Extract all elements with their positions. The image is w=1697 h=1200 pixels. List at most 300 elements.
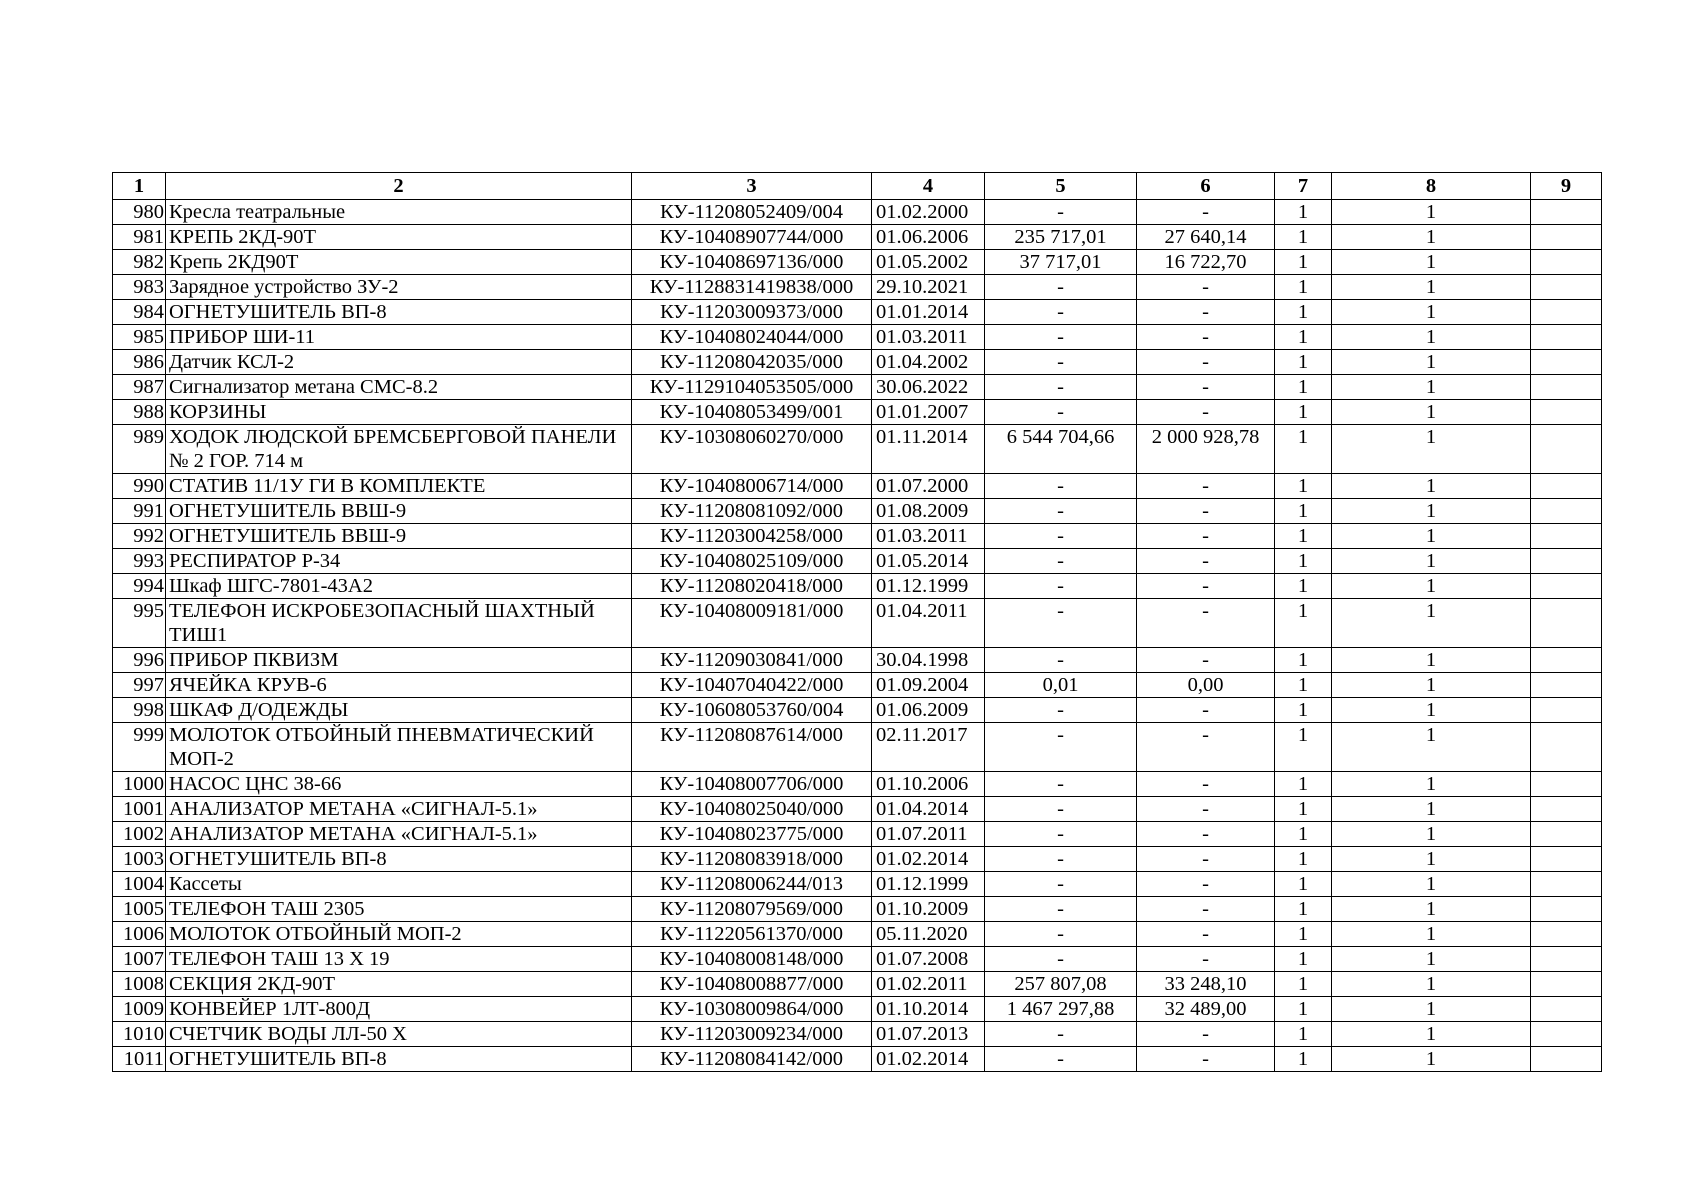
inventory-code: КУ-11208020418/000 — [632, 574, 872, 599]
quantity-col7: 1 — [1275, 673, 1332, 698]
quantity-col8: 1 — [1332, 524, 1531, 549]
value-col5: - — [985, 400, 1137, 425]
date: 01.07.2000 — [872, 474, 985, 499]
value-col5: - — [985, 698, 1137, 723]
note-col9 — [1531, 847, 1602, 872]
item-name: ПРИБОР ПКВИЗМ — [166, 648, 632, 673]
inventory-code: КУ-11208083918/000 — [632, 847, 872, 872]
quantity-col7: 1 — [1275, 723, 1332, 772]
row-number: 1003 — [113, 847, 166, 872]
row-number: 992 — [113, 524, 166, 549]
date: 01.04.2002 — [872, 350, 985, 375]
quantity-col8: 1 — [1332, 474, 1531, 499]
date: 01.10.2006 — [872, 772, 985, 797]
value-col6: - — [1137, 822, 1275, 847]
quantity-col8: 1 — [1332, 698, 1531, 723]
date: 01.02.2014 — [872, 847, 985, 872]
inventory-code: КУ-10408008148/000 — [632, 947, 872, 972]
note-col9 — [1531, 599, 1602, 648]
value-col6: 0,00 — [1137, 673, 1275, 698]
row-number: 1009 — [113, 997, 166, 1022]
note-col9 — [1531, 872, 1602, 897]
inventory-code: КУ-10408025040/000 — [632, 797, 872, 822]
quantity-col7: 1 — [1275, 797, 1332, 822]
inventory-code: КУ-11208084142/000 — [632, 1047, 872, 1072]
inventory-code: КУ-10308009864/000 — [632, 997, 872, 1022]
table-row — [113, 698, 1602, 723]
row-number: 1010 — [113, 1022, 166, 1047]
note-col9 — [1531, 698, 1602, 723]
quantity-col8: 1 — [1332, 325, 1531, 350]
inventory-code: КУ-10408053499/001 — [632, 400, 872, 425]
value-col6: - — [1137, 922, 1275, 947]
item-name: АНАЛИЗАТОР МЕТАНА «СИГНАЛ-5.1» — [166, 797, 632, 822]
inventory-code: КУ-10408007706/000 — [632, 772, 872, 797]
quantity-col7: 1 — [1275, 1047, 1332, 1072]
row-number: 981 — [113, 225, 166, 250]
header-row — [113, 173, 1602, 200]
item-name: Шкаф ШГС-7801-43А2 — [166, 574, 632, 599]
item-name: Кресла театральные — [166, 200, 632, 225]
date: 01.04.2011 — [872, 599, 985, 648]
value-col6: - — [1137, 400, 1275, 425]
item-name: ТЕЛЕФОН ТАШ 13 Х 19 — [166, 947, 632, 972]
value-col6: - — [1137, 797, 1275, 822]
quantity-col8: 1 — [1332, 648, 1531, 673]
inventory-code: КУ-11203009234/000 — [632, 1022, 872, 1047]
quantity-col7: 1 — [1275, 474, 1332, 499]
table-row — [113, 474, 1602, 499]
value-col5: - — [985, 499, 1137, 524]
inventory-code: КУ-11203004258/000 — [632, 524, 872, 549]
inventory-code: КУ-10408006714/000 — [632, 474, 872, 499]
note-col9 — [1531, 325, 1602, 350]
date: 01.07.2008 — [872, 947, 985, 972]
table-row — [113, 225, 1602, 250]
value-col5: - — [985, 872, 1137, 897]
date: 01.08.2009 — [872, 499, 985, 524]
col-header-2: 2 — [166, 173, 632, 200]
quantity-col7: 1 — [1275, 499, 1332, 524]
date: 02.11.2017 — [872, 723, 985, 772]
value-col6: - — [1137, 1047, 1275, 1072]
row-number: 1005 — [113, 897, 166, 922]
inventory-code: КУ-11209030841/000 — [632, 648, 872, 673]
quantity-col8: 1 — [1332, 997, 1531, 1022]
quantity-col7: 1 — [1275, 300, 1332, 325]
item-name: Сигнализатор метана СМС-8.2 — [166, 375, 632, 400]
row-number: 985 — [113, 325, 166, 350]
date: 01.03.2011 — [872, 524, 985, 549]
table-row — [113, 772, 1602, 797]
row-number: 980 — [113, 200, 166, 225]
note-col9 — [1531, 772, 1602, 797]
quantity-col8: 1 — [1332, 947, 1531, 972]
value-col6: - — [1137, 1022, 1275, 1047]
date: 01.02.2011 — [872, 972, 985, 997]
value-col5: - — [985, 549, 1137, 574]
value-col5: - — [985, 847, 1137, 872]
quantity-col7: 1 — [1275, 425, 1332, 474]
value-col5: - — [985, 599, 1137, 648]
table-row — [113, 325, 1602, 350]
table-row — [113, 524, 1602, 549]
quantity-col8: 1 — [1332, 847, 1531, 872]
quantity-col7: 1 — [1275, 822, 1332, 847]
note-col9 — [1531, 250, 1602, 275]
value-col5: 1 467 297,88 — [985, 997, 1137, 1022]
quantity-col7: 1 — [1275, 549, 1332, 574]
row-number: 1004 — [113, 872, 166, 897]
row-number: 989 — [113, 425, 166, 474]
value-col5: 235 717,01 — [985, 225, 1137, 250]
item-name: МОЛОТОК ОТБОЙНЫЙ ПНЕВМАТИЧЕСКИЙ МОП-2 — [166, 723, 632, 772]
note-col9 — [1531, 574, 1602, 599]
inventory-code: КУ-11208079569/000 — [632, 897, 872, 922]
item-name: ОГНЕТУШИТЕЛЬ ВВШ-9 — [166, 524, 632, 549]
value-col6: - — [1137, 723, 1275, 772]
note-col9 — [1531, 350, 1602, 375]
inventory-code: КУ-10408025109/000 — [632, 549, 872, 574]
quantity-col7: 1 — [1275, 200, 1332, 225]
note-col9 — [1531, 648, 1602, 673]
value-col6: 2 000 928,78 — [1137, 425, 1275, 474]
quantity-col8: 1 — [1332, 872, 1531, 897]
col-header-7: 7 — [1275, 173, 1332, 200]
date: 30.04.1998 — [872, 648, 985, 673]
quantity-col8: 1 — [1332, 972, 1531, 997]
quantity-col8: 1 — [1332, 250, 1531, 275]
value-col5: - — [985, 947, 1137, 972]
inventory-table — [112, 172, 1602, 1072]
table-row — [113, 797, 1602, 822]
quantity-col8: 1 — [1332, 549, 1531, 574]
quantity-col7: 1 — [1275, 872, 1332, 897]
quantity-col8: 1 — [1332, 400, 1531, 425]
item-name: КОРЗИНЫ — [166, 400, 632, 425]
value-col6: - — [1137, 325, 1275, 350]
table-row — [113, 350, 1602, 375]
item-name: ТЕЛЕФОН ИСКРОБЕЗОПАСНЫЙ ШАХТНЫЙ ТИШ1 — [166, 599, 632, 648]
value-col5: - — [985, 922, 1137, 947]
table-row — [113, 872, 1602, 897]
value-col6: - — [1137, 897, 1275, 922]
item-name: ШКАФ Д/ОДЕЖДЫ — [166, 698, 632, 723]
quantity-col8: 1 — [1332, 275, 1531, 300]
value-col6: - — [1137, 524, 1275, 549]
quantity-col7: 1 — [1275, 648, 1332, 673]
table-body — [113, 200, 1602, 1072]
value-col5: - — [985, 897, 1137, 922]
value-col5: - — [985, 822, 1137, 847]
date: 01.10.2014 — [872, 997, 985, 1022]
table-row — [113, 425, 1602, 474]
value-col6: - — [1137, 698, 1275, 723]
quantity-col7: 1 — [1275, 847, 1332, 872]
table-row — [113, 275, 1602, 300]
quantity-col8: 1 — [1332, 599, 1531, 648]
note-col9 — [1531, 225, 1602, 250]
value-col5: 0,01 — [985, 673, 1137, 698]
value-col6: - — [1137, 947, 1275, 972]
quantity-col7: 1 — [1275, 400, 1332, 425]
value-col6: - — [1137, 275, 1275, 300]
value-col5: - — [985, 574, 1137, 599]
table-row — [113, 897, 1602, 922]
quantity-col7: 1 — [1275, 599, 1332, 648]
row-number: 988 — [113, 400, 166, 425]
quantity-col8: 1 — [1332, 673, 1531, 698]
note-col9 — [1531, 947, 1602, 972]
table-row — [113, 648, 1602, 673]
item-name: СТАТИВ 11/1У ГИ В КОМПЛЕКТЕ — [166, 474, 632, 499]
row-number: 986 — [113, 350, 166, 375]
row-number: 993 — [113, 549, 166, 574]
item-name: АНАЛИЗАТОР МЕТАНА «СИГНАЛ-5.1» — [166, 822, 632, 847]
value-col5: - — [985, 648, 1137, 673]
value-col6: - — [1137, 772, 1275, 797]
date: 01.01.2014 — [872, 300, 985, 325]
item-name: Кассеты — [166, 872, 632, 897]
value-col6: - — [1137, 375, 1275, 400]
note-col9 — [1531, 549, 1602, 574]
quantity-col7: 1 — [1275, 922, 1332, 947]
item-name: ПРИБОР ШИ-11 — [166, 325, 632, 350]
note-col9 — [1531, 897, 1602, 922]
date: 01.05.2014 — [872, 549, 985, 574]
quantity-col8: 1 — [1332, 822, 1531, 847]
row-number: 1002 — [113, 822, 166, 847]
row-number: 1001 — [113, 797, 166, 822]
value-col5: - — [985, 524, 1137, 549]
note-col9 — [1531, 499, 1602, 524]
row-number: 987 — [113, 375, 166, 400]
date: 05.11.2020 — [872, 922, 985, 947]
row-number: 991 — [113, 499, 166, 524]
value-col5: - — [985, 1047, 1137, 1072]
value-col6: - — [1137, 350, 1275, 375]
quantity-col7: 1 — [1275, 574, 1332, 599]
table-row — [113, 375, 1602, 400]
value-col6: - — [1137, 474, 1275, 499]
quantity-col8: 1 — [1332, 225, 1531, 250]
value-col6: - — [1137, 847, 1275, 872]
row-number: 1007 — [113, 947, 166, 972]
date: 01.02.2014 — [872, 1047, 985, 1072]
date: 29.10.2021 — [872, 275, 985, 300]
value-col5: 37 717,01 — [985, 250, 1137, 275]
item-name: Датчик КСЛ-2 — [166, 350, 632, 375]
quantity-col7: 1 — [1275, 897, 1332, 922]
inventory-code: КУ-10408697136/000 — [632, 250, 872, 275]
quantity-col8: 1 — [1332, 772, 1531, 797]
quantity-col7: 1 — [1275, 250, 1332, 275]
date: 01.06.2006 — [872, 225, 985, 250]
item-name: ТЕЛЕФОН ТАШ 2305 — [166, 897, 632, 922]
inventory-code: КУ-11220561370/000 — [632, 922, 872, 947]
date: 30.06.2022 — [872, 375, 985, 400]
quantity-col7: 1 — [1275, 225, 1332, 250]
row-number: 983 — [113, 275, 166, 300]
table-row — [113, 922, 1602, 947]
value-col6: 27 640,14 — [1137, 225, 1275, 250]
item-name: СЕКЦИЯ 2КД-90Т — [166, 972, 632, 997]
value-col6: 33 248,10 — [1137, 972, 1275, 997]
value-col5: - — [985, 375, 1137, 400]
date: 01.12.1999 — [872, 872, 985, 897]
inventory-code: КУ-10408024044/000 — [632, 325, 872, 350]
inventory-code: КУ-10408009181/000 — [632, 599, 872, 648]
quantity-col8: 1 — [1332, 499, 1531, 524]
row-number: 1000 — [113, 772, 166, 797]
col-header-6: 6 — [1137, 173, 1275, 200]
inventory-code: КУ-1129104053505/000 — [632, 375, 872, 400]
table-row — [113, 673, 1602, 698]
row-number: 996 — [113, 648, 166, 673]
table-row — [113, 972, 1602, 997]
row-number: 997 — [113, 673, 166, 698]
note-col9 — [1531, 1022, 1602, 1047]
date: 01.09.2004 — [872, 673, 985, 698]
value-col5: - — [985, 1022, 1137, 1047]
note-col9 — [1531, 425, 1602, 474]
row-number: 998 — [113, 698, 166, 723]
date: 01.01.2007 — [872, 400, 985, 425]
item-name: КРЕПЬ 2КД-90Т — [166, 225, 632, 250]
date: 01.10.2009 — [872, 897, 985, 922]
table-row — [113, 847, 1602, 872]
value-col5: - — [985, 350, 1137, 375]
quantity-col7: 1 — [1275, 997, 1332, 1022]
inventory-code: КУ-10308060270/000 — [632, 425, 872, 474]
item-name: ОГНЕТУШИТЕЛЬ ВП-8 — [166, 847, 632, 872]
note-col9 — [1531, 400, 1602, 425]
quantity-col8: 1 — [1332, 922, 1531, 947]
row-number: 982 — [113, 250, 166, 275]
quantity-col8: 1 — [1332, 1022, 1531, 1047]
quantity-col7: 1 — [1275, 698, 1332, 723]
table-row — [113, 947, 1602, 972]
item-name: ОГНЕТУШИТЕЛЬ ВП-8 — [166, 300, 632, 325]
value-col6: - — [1137, 200, 1275, 225]
value-col5: - — [985, 772, 1137, 797]
quantity-col7: 1 — [1275, 1022, 1332, 1047]
table-row — [113, 549, 1602, 574]
inventory-code: КУ-10408023775/000 — [632, 822, 872, 847]
value-col5: - — [985, 723, 1137, 772]
item-name: КОНВЕЙЕР 1ЛТ-800Д — [166, 997, 632, 1022]
quantity-col7: 1 — [1275, 947, 1332, 972]
table-row — [113, 250, 1602, 275]
quantity-col8: 1 — [1332, 300, 1531, 325]
inventory-code: КУ-10408907744/000 — [632, 225, 872, 250]
date: 01.04.2014 — [872, 797, 985, 822]
note-col9 — [1531, 673, 1602, 698]
row-number: 990 — [113, 474, 166, 499]
value-col6: 16 722,70 — [1137, 250, 1275, 275]
note-col9 — [1531, 474, 1602, 499]
table-row — [113, 574, 1602, 599]
item-name: ЯЧЕЙКА КРУВ-6 — [166, 673, 632, 698]
quantity-col8: 1 — [1332, 574, 1531, 599]
date: 01.07.2011 — [872, 822, 985, 847]
item-name: ХОДОК ЛЮДСКОЙ БРЕМСБЕРГОВОЙ ПАНЕЛИ № 2 ГОР. 714 м — [166, 425, 632, 474]
row-number: 994 — [113, 574, 166, 599]
value-col6: - — [1137, 599, 1275, 648]
value-col5: - — [985, 300, 1137, 325]
table-row — [113, 1047, 1602, 1072]
inventory-code: КУ-1128831419838/000 — [632, 275, 872, 300]
note-col9 — [1531, 300, 1602, 325]
row-number: 984 — [113, 300, 166, 325]
note-col9 — [1531, 375, 1602, 400]
quantity-col7: 1 — [1275, 325, 1332, 350]
inventory-code: КУ-10407040422/000 — [632, 673, 872, 698]
table-row — [113, 997, 1602, 1022]
note-col9 — [1531, 723, 1602, 772]
value-col6: - — [1137, 549, 1275, 574]
date: 01.05.2002 — [872, 250, 985, 275]
inventory-code: КУ-10608053760/004 — [632, 698, 872, 723]
quantity-col8: 1 — [1332, 723, 1531, 772]
row-number: 1011 — [113, 1047, 166, 1072]
quantity-col8: 1 — [1332, 897, 1531, 922]
note-col9 — [1531, 275, 1602, 300]
quantity-col7: 1 — [1275, 524, 1332, 549]
table-row — [113, 1022, 1602, 1047]
table-row — [113, 400, 1602, 425]
inventory-code: КУ-11208087614/000 — [632, 723, 872, 772]
value-col5: 257 807,08 — [985, 972, 1137, 997]
quantity-col7: 1 — [1275, 275, 1332, 300]
table-row — [113, 723, 1602, 772]
value-col5: - — [985, 474, 1137, 499]
row-number: 1006 — [113, 922, 166, 947]
table-row — [113, 822, 1602, 847]
value-col6: - — [1137, 648, 1275, 673]
item-name: ОГНЕТУШИТЕЛЬ ВВШ-9 — [166, 499, 632, 524]
date: 01.03.2011 — [872, 325, 985, 350]
value-col5: - — [985, 325, 1137, 350]
date: 01.06.2009 — [872, 698, 985, 723]
item-name: Крепь 2КД90Т — [166, 250, 632, 275]
col-header-3: 3 — [632, 173, 872, 200]
value-col6: 32 489,00 — [1137, 997, 1275, 1022]
note-col9 — [1531, 922, 1602, 947]
value-col6: - — [1137, 300, 1275, 325]
value-col5: - — [985, 200, 1137, 225]
value-col5: 6 544 704,66 — [985, 425, 1137, 474]
col-header-5: 5 — [985, 173, 1137, 200]
inventory-code: КУ-10408008877/000 — [632, 972, 872, 997]
item-name: Зарядное устройство ЗУ-2 — [166, 275, 632, 300]
quantity-col8: 1 — [1332, 797, 1531, 822]
col-header-4: 4 — [872, 173, 985, 200]
value-col6: - — [1137, 872, 1275, 897]
date: 01.02.2000 — [872, 200, 985, 225]
item-name: РЕСПИРАТОР Р-34 — [166, 549, 632, 574]
quantity-col8: 1 — [1332, 375, 1531, 400]
table-row — [113, 200, 1602, 225]
row-number: 995 — [113, 599, 166, 648]
item-name: МОЛОТОК ОТБОЙНЫЙ МОП-2 — [166, 922, 632, 947]
inventory-code: КУ-11203009373/000 — [632, 300, 872, 325]
note-col9 — [1531, 997, 1602, 1022]
note-col9 — [1531, 822, 1602, 847]
value-col6: - — [1137, 499, 1275, 524]
col-header-8: 8 — [1332, 173, 1531, 200]
quantity-col8: 1 — [1332, 200, 1531, 225]
